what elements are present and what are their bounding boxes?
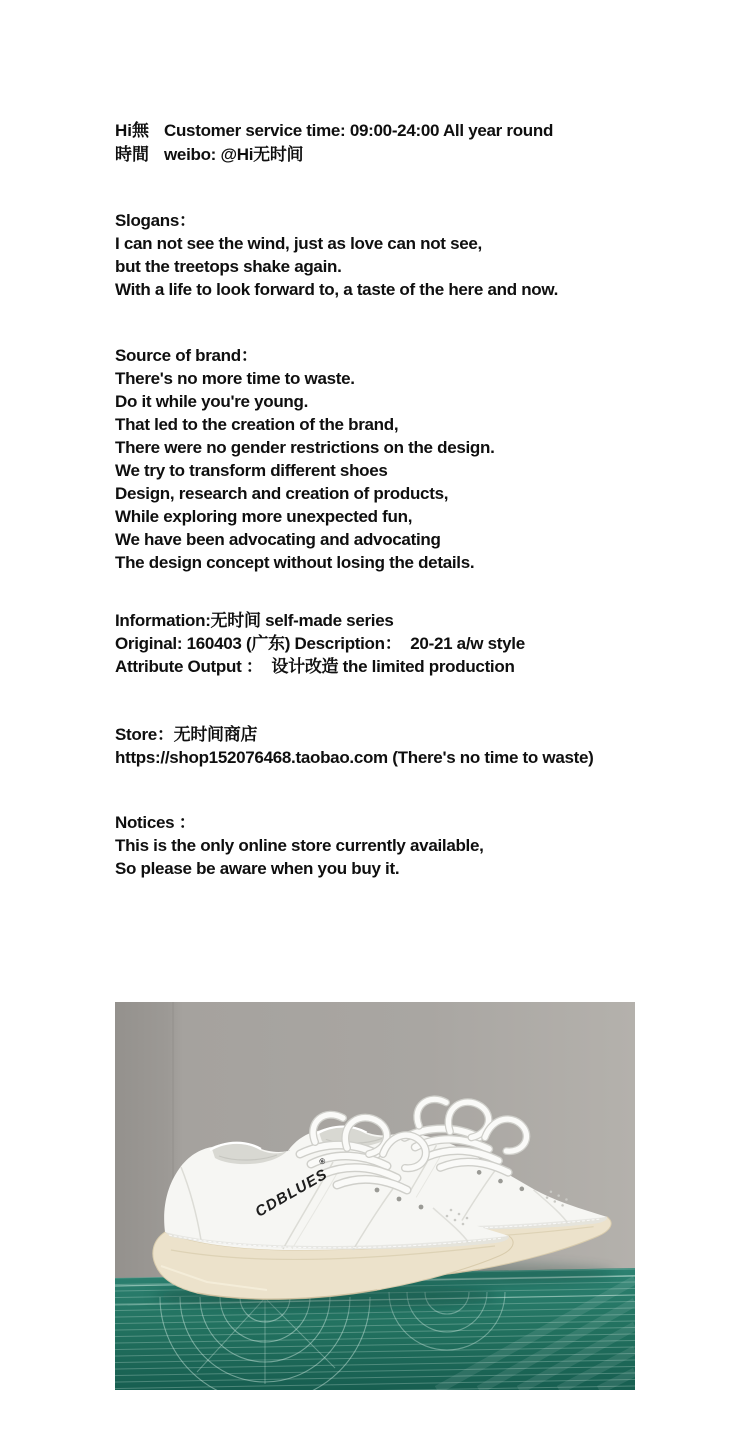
brand-source-line: Do it while you're young. bbox=[115, 392, 308, 411]
registered-trademark-icon: ® bbox=[317, 1156, 328, 1167]
slogan-line: but the treetops shake again. bbox=[115, 257, 342, 276]
brand-source-line: While exploring more unexpected fun, bbox=[115, 507, 413, 526]
brand-source-section bbox=[115, 344, 495, 574]
brand-logo bbox=[115, 119, 164, 167]
notices-line: This is the only online store currently available, bbox=[115, 836, 484, 855]
slogans-section bbox=[115, 209, 558, 301]
header-info bbox=[164, 119, 553, 167]
information-section bbox=[115, 609, 525, 678]
sneaker-photo-illustration bbox=[115, 1002, 635, 1390]
shoe-brand-text: CDBLUES bbox=[252, 1165, 331, 1221]
brand-source-line: That led to the creation of the brand, bbox=[115, 415, 399, 434]
brand-source-line: The design concept without losing the details. bbox=[115, 553, 475, 572]
brand-source-line: We have been advocating and advocating bbox=[115, 530, 441, 549]
product-photo bbox=[115, 1002, 635, 1390]
notices-section bbox=[115, 811, 484, 880]
slogan-line: With a life to look forward to, a taste of the here and now. bbox=[115, 280, 559, 299]
brand-logo-line2: 時間 bbox=[115, 145, 149, 164]
store-section bbox=[115, 723, 594, 769]
slogan-line: I can not see the wind, just as love can not see, bbox=[115, 234, 482, 253]
store-name-line: Store：无时间商店 bbox=[115, 725, 258, 744]
notices-line: So please be aware when you buy it. bbox=[115, 859, 400, 878]
information-line: Attribute Output ： 设计改造 the limited production bbox=[115, 657, 515, 676]
service-time-text: Customer service time: 09:00-24:00 All year round bbox=[164, 121, 554, 140]
brand-source-line: Design, research and creation of products, bbox=[115, 484, 449, 503]
brand-logo-line1: Hi無 bbox=[115, 121, 149, 140]
weibo-handle-text: weibo: @Hi无时间 bbox=[164, 145, 304, 164]
information-line: Information:无时间 self-made series bbox=[115, 611, 394, 630]
brand-source-line: There's no more time to waste. bbox=[115, 369, 355, 388]
slogans-title: Slogans： bbox=[115, 211, 196, 230]
information-line: Original: 160403 (广东) Description： 20-21 a/w style bbox=[115, 634, 525, 653]
store-url-line: https://shop152076468.taobao.com (There's no time to waste) bbox=[115, 748, 594, 767]
brand-source-line: We try to transform different shoes bbox=[115, 461, 388, 480]
brand-header bbox=[115, 119, 553, 167]
brand-source-line: There were no gender restrictions on the design. bbox=[115, 438, 495, 457]
notices-title: Notices ： bbox=[115, 813, 196, 832]
brand-source-title: Source of brand： bbox=[115, 346, 258, 365]
